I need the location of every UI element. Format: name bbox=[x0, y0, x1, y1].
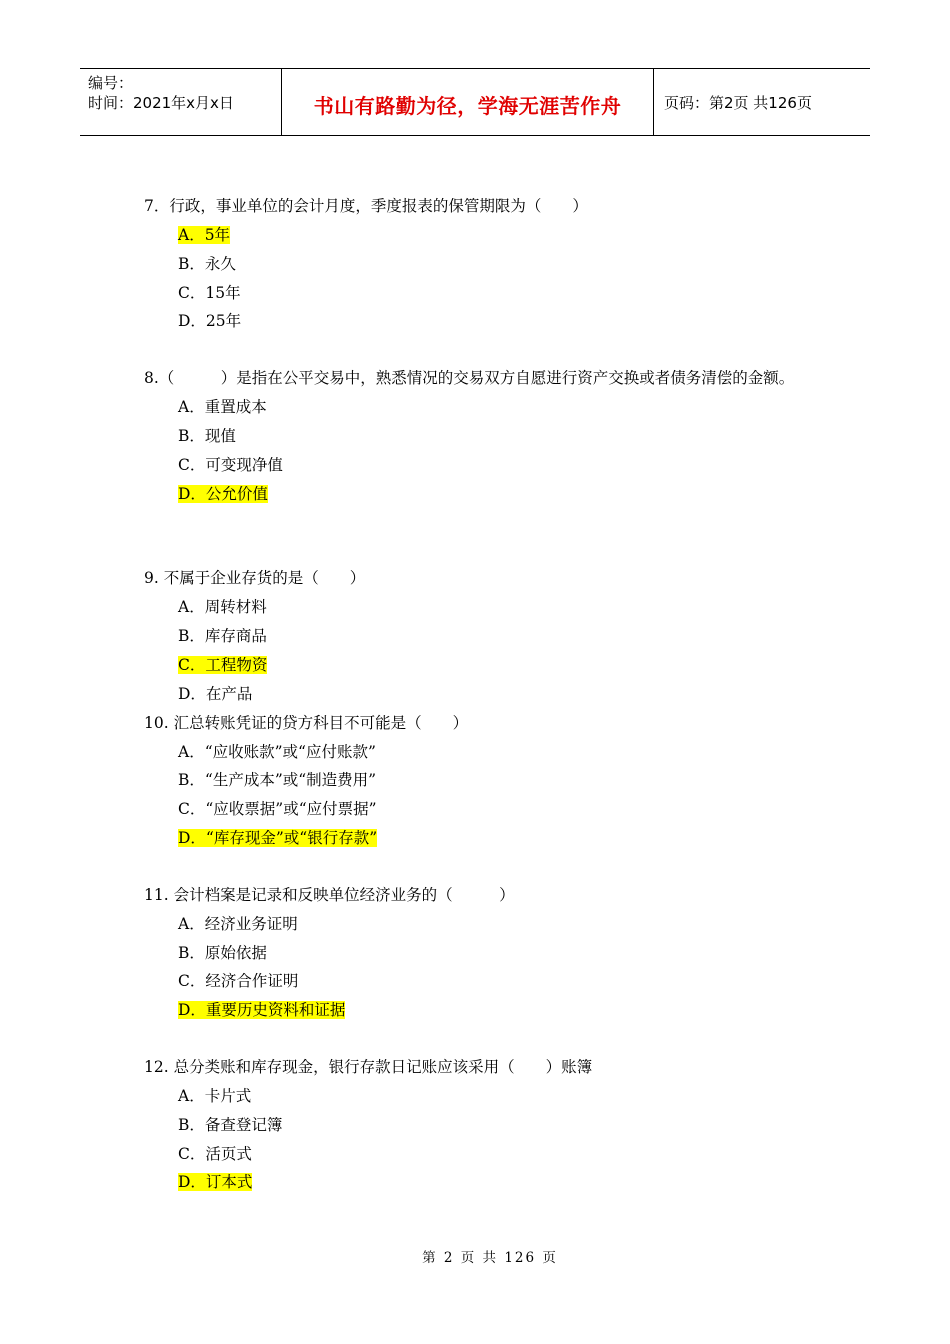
option-c[interactable] bbox=[144, 451, 824, 480]
header-middle bbox=[282, 69, 654, 135]
option-d[interactable] bbox=[144, 996, 824, 1025]
question-text: 9. 不属于企业存货的是（ ） bbox=[144, 569, 366, 588]
page-header bbox=[80, 68, 870, 136]
question-list bbox=[144, 192, 824, 1197]
option-label: C．经济合作证明 bbox=[178, 972, 299, 991]
option-label: B．永久 bbox=[178, 254, 236, 273]
option-label: B．原始依据 bbox=[178, 943, 267, 962]
question-text: 11. 会计档案是记录和反映单位经济业务的（ ） bbox=[144, 885, 515, 904]
option-d[interactable] bbox=[144, 480, 824, 509]
option-label: D．“库存现金”或“银行存款” bbox=[178, 828, 378, 847]
option-label: D．25年 bbox=[178, 312, 242, 331]
option-c[interactable] bbox=[144, 279, 824, 308]
question-10 bbox=[144, 709, 824, 853]
option-a[interactable] bbox=[144, 910, 824, 939]
option-label: C．15年 bbox=[178, 283, 241, 302]
option-label: A．卡片式 bbox=[178, 1086, 252, 1105]
question-11 bbox=[144, 881, 824, 1025]
option-label: D．在产品 bbox=[178, 684, 253, 703]
option-b[interactable] bbox=[144, 250, 824, 279]
option-a[interactable] bbox=[144, 738, 824, 767]
option-c[interactable] bbox=[144, 967, 824, 996]
option-label: A．“应收账款”或“应付账款” bbox=[178, 742, 376, 761]
option-b[interactable] bbox=[144, 622, 824, 651]
question-text: 12. 总分类账和库存现金，银行存款日记账应该采用（ ）账簿 bbox=[144, 1057, 593, 1076]
option-label: B．备查登记簿 bbox=[178, 1115, 283, 1134]
option-label: A．5年 bbox=[178, 226, 231, 244]
question-text: 7．行政，事业单位的会计月度，季度报表的保管期限为（ ） bbox=[144, 197, 588, 215]
option-a[interactable] bbox=[144, 393, 824, 422]
option-c[interactable] bbox=[144, 651, 824, 680]
option-label: C．“应收票据”或“应付票据” bbox=[178, 800, 377, 819]
question-text: 8.（ ）是指在公平交易中，熟悉情况的交易双方自愿进行资产交换或者债务清偿的金额。 bbox=[144, 369, 795, 388]
option-label: A．周转材料 bbox=[178, 598, 267, 617]
option-d[interactable] bbox=[144, 307, 824, 336]
option-label: B．“生产成本”或“制造费用” bbox=[178, 771, 377, 790]
question-12 bbox=[144, 1053, 824, 1197]
option-b[interactable] bbox=[144, 1111, 824, 1140]
option-c[interactable] bbox=[144, 1140, 824, 1169]
question-7 bbox=[144, 192, 824, 336]
option-d[interactable] bbox=[144, 824, 824, 853]
page-footer: 第 2 页 共 126 页 bbox=[422, 1250, 558, 1266]
question-9 bbox=[144, 564, 824, 708]
page-info: 页码：第2页 共126页 bbox=[664, 93, 812, 112]
option-label: D．订本式 bbox=[178, 1173, 253, 1192]
option-label: D．重要历史资料和证据 bbox=[178, 1001, 346, 1020]
option-label: C．活页式 bbox=[178, 1144, 252, 1163]
option-label: B．库存商品 bbox=[178, 627, 267, 646]
option-a[interactable] bbox=[144, 1082, 824, 1111]
motto: 书山有路勤为径，学海无涯苦作舟 bbox=[313, 93, 622, 118]
option-a[interactable] bbox=[144, 593, 824, 622]
option-label: A．经济业务证明 bbox=[178, 914, 298, 933]
option-label: B．现值 bbox=[178, 426, 236, 445]
option-b[interactable] bbox=[144, 939, 824, 968]
question-text: 10. 汇总转账凭证的贷方科目不可能是（ ） bbox=[144, 713, 469, 732]
option-d[interactable] bbox=[144, 1168, 824, 1197]
option-label: C．工程物资 bbox=[178, 655, 268, 674]
option-label: C．可变现净值 bbox=[178, 455, 283, 474]
option-c[interactable] bbox=[144, 795, 824, 824]
option-a[interactable] bbox=[144, 221, 824, 250]
option-label: D．公允价值 bbox=[178, 484, 268, 503]
option-label: A．重置成本 bbox=[178, 398, 267, 417]
header-left bbox=[80, 69, 282, 135]
header-right bbox=[654, 69, 870, 135]
option-b[interactable] bbox=[144, 422, 824, 451]
time-label: 时间：2021年x月x日 bbox=[88, 94, 234, 112]
number-label: 编号： bbox=[88, 74, 134, 92]
option-d[interactable] bbox=[144, 680, 824, 709]
option-b[interactable] bbox=[144, 766, 824, 795]
question-8 bbox=[144, 364, 824, 508]
